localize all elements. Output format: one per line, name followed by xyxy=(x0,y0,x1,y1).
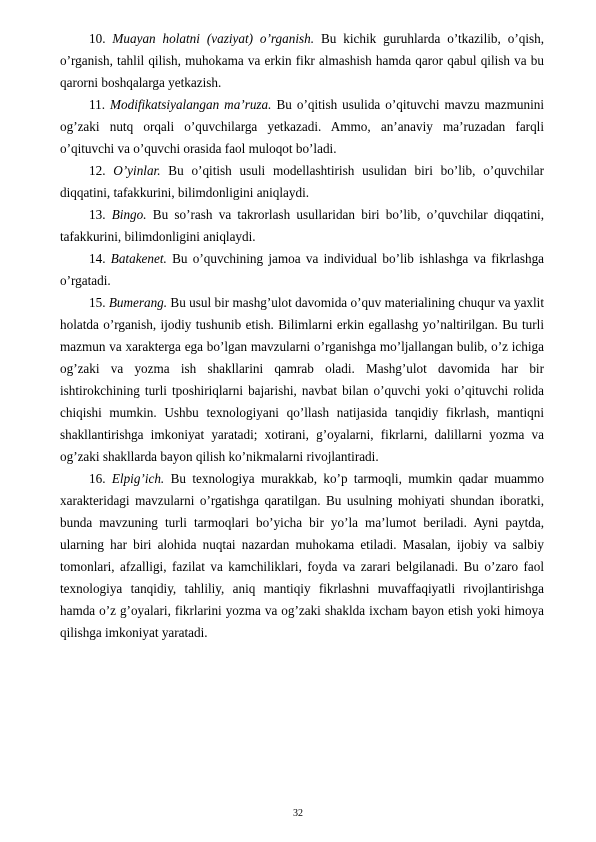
list-item xyxy=(60,94,544,160)
item-number: 14. xyxy=(89,251,106,266)
item-text: Bu o’qitish usuli modellashtirish usulidan biri bo’lib, o’quvchilar diqqatini, tafakkurini, bilimdonligini aniqlaydi. xyxy=(60,163,544,200)
list-item xyxy=(60,468,544,644)
item-text: Bu usul bir mashg’ulot davomida o’quv materialining chuqur va yaxlit holatda o’rganish, ijodiy tushunib etish. Bilimlarni erkin egallashg yo’naltirilgan. Bu turli mazmun va xarakterga ega bo’lgan mavzularni o’rganishga mo’ljallangan bulib, o’z ichiga og’zaki va yozma ish shakllarini qamrab oladi. Mashg’ulot davomida har bir ishtirokchining turli tposhiriqlarni bajarishi, navbat bilan o’quvchi yoki o’qituvchi rolida chiqishi mumkin. Ushbu texnologiyani qo’llash natijasida tanqidiy fikrlash, mantiqni shakllantirishga imkoniyat yaratadi; xotirani, g’oyalarni, fikrlarni, dalillarni yozma va og’zaki shakllarda bayon qilish ko’nikmalarni rivojlantiradi. xyxy=(60,295,545,464)
item-text: Bu kichik guruhlarda o’tkazilib, o’qish, o’rganish, tahlil qilish, muhokama va erkin fikr almashish hamda qaror qabul qilish va bu qarorni boshqalarga yetkazish. xyxy=(60,31,545,90)
list-item xyxy=(60,28,544,94)
item-term: Batakenet. xyxy=(110,251,167,266)
item-text: Bu texnologiya murakkab, ko’p tarmoqli, mumkin qadar muammo xarakteridagi mavzularni o’rgatishga qaratilgan. Bu usulning mohiyati shundan iboratki, bunda mavzuning turli tarmoqlari bo’yicha bir yo’la ma’lumot beriladi. Ayni paytda, ularning har biri alohida nuqtai nazardan muhokama etiladi. Masalan, ijobiy va salbiy tomonlari, afzalligi, fazilat va kamchiliklari, foyda va zarari belgilanadi. Bu o’zaro faol texnologiya tanqidiy, tahliliy, aniq mantiqiy fikrlashni muvaffaqiyatli rivojlantirishga hamda o’z g’oyalari, fikrlarini yozma va og’zaki shaklda ixcham bayon etish yoki himoya qilishga imkoniyat yaratadi. xyxy=(60,471,545,640)
list-item xyxy=(60,160,544,204)
item-term: Elpig’ich. xyxy=(111,471,165,486)
list-item xyxy=(60,292,544,468)
item-term: Bumerang. xyxy=(108,295,168,310)
item-number: 16. xyxy=(89,471,106,486)
item-text: Bu o’quvchining jamoa va individual bo’lib ishlashga va fikrlashga o’rgatadi. xyxy=(60,251,545,288)
item-term: Bingo. xyxy=(111,207,147,222)
item-number: 12. xyxy=(89,163,106,178)
item-term: Modifikatsiyalangan ma’ruza. xyxy=(110,97,272,112)
item-term: O’yinlar. xyxy=(113,163,161,178)
item-text: Bu so’rash va takrorlash usullaridan biri bo’lib, o’quvchilar diqqatini, tafakkurini, bilimdonligini aniqlaydi. xyxy=(60,207,545,244)
item-number: 10. xyxy=(89,31,106,46)
page-number: 32 xyxy=(293,808,303,819)
list-item xyxy=(60,204,544,248)
item-term: Muayan holatni (vaziyat) o’rganish. xyxy=(112,31,315,46)
item-number: 13. xyxy=(89,207,106,222)
item-number: 11. xyxy=(89,97,105,112)
item-text: Bu o’qitish usulida o’qituvchi mavzu mazmunini og’zaki nutq orqali o’quvchilarga yetkazadi. Ammo, an’anaviy ma’ruzadan farqli o’qituvchi va o’quvchi orasida faol muloqot bo’ladi. xyxy=(60,97,545,156)
document-body xyxy=(60,28,544,644)
list-item xyxy=(60,248,544,292)
item-number: 15. xyxy=(89,295,106,310)
